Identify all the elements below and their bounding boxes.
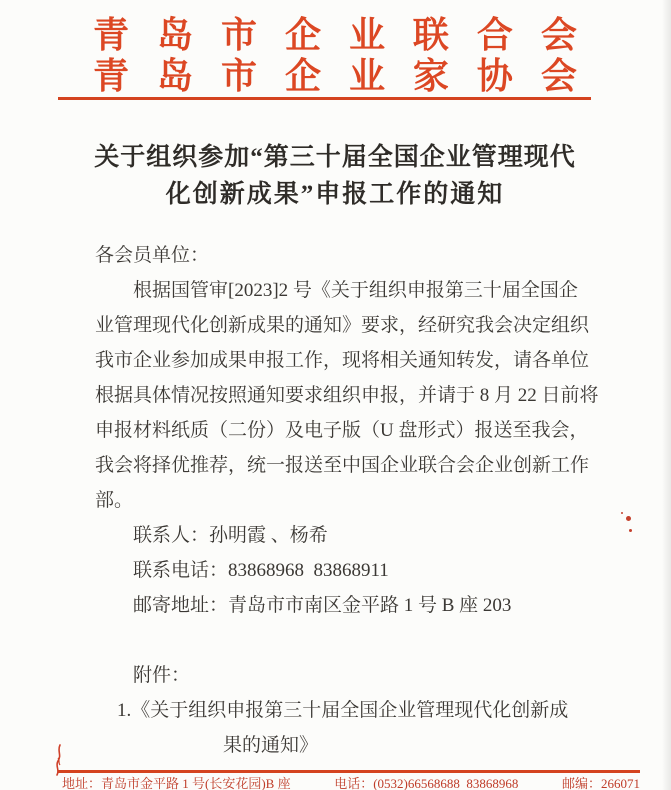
org-name-char: 协 [476, 56, 513, 96]
org-name-char: 青 [93, 56, 130, 96]
notice-body [95, 238, 599, 763]
paragraph-line: 根据国管审[2023]2 号《关于组织申报第三十届全国企 [133, 280, 578, 301]
paragraph-line: 我市企业参加成果申报工作，现将相关通知转发，请各单位 [95, 350, 590, 371]
org-name-char: 岛 [156, 56, 193, 96]
attachment-item-continuation: 果的通知》 [223, 735, 319, 756]
paragraph-line: 根据具体情况按照通知要求组织申报，并请于 8 月 22 日前将 [95, 385, 599, 406]
scan-edge-shadow [662, 0, 671, 790]
scan-speck [626, 516, 631, 521]
title-line-2: 化创新成果”申报工作的通知 [165, 181, 505, 208]
attachment-item-line: 1.《关于组织申报第三十届全国企业管理现代化创新成 [117, 700, 569, 721]
scan-speck [629, 529, 632, 532]
org-name-char: 家 [412, 56, 449, 96]
letterhead-rule [58, 97, 591, 100]
footer [62, 776, 640, 790]
attachments-label: 附件： [133, 665, 191, 686]
footer-phone: 电话：(0532)66568688 83868968 [334, 776, 519, 790]
contact-person-line: 联系人：孙明霞 、杨希 [133, 525, 328, 546]
org-name-line-2 [93, 53, 577, 94]
contact-phone-line: 联系电话：83868968 83868911 [133, 560, 389, 581]
org-name-char: 合 [476, 15, 513, 55]
org-name-char: 会 [540, 56, 577, 96]
notice-title [80, 139, 590, 213]
paragraph-line: 部。 [95, 490, 134, 511]
org-name-char: 企 [284, 56, 321, 96]
paragraph-line: 业管理现代化创新成果的通知》要求，经研究我会决定组织 [95, 315, 590, 336]
mailing-address-line: 邮寄地址：青岛市市南区金平路 1 号 B 座 203 [133, 595, 512, 616]
footer-postcode: 邮编：266071 [561, 776, 640, 790]
blank-line [95, 623, 577, 658]
salutation: 各会员单位： [95, 245, 210, 266]
org-name-char: 青 [93, 15, 130, 55]
footer-rule [58, 770, 640, 773]
org-name-char: 联 [412, 15, 449, 55]
pen-mark-artifact [52, 744, 66, 776]
footer-address: 地址：青岛市金平路 1 号(长安花园)B 座 [62, 776, 291, 790]
letterhead [93, 12, 577, 94]
org-name-line-1 [93, 12, 577, 53]
paragraph-line: 申报材料纸质（二份）及电子版（U 盘形式）报送至我会， [95, 420, 589, 441]
scan-speck [621, 512, 623, 514]
org-name-char: 业 [348, 15, 385, 55]
org-name-char: 市 [220, 56, 257, 96]
org-name-char: 岛 [156, 15, 193, 55]
org-name-char: 市 [220, 15, 257, 55]
org-name-char: 企 [284, 15, 321, 55]
org-name-char: 会 [540, 15, 577, 55]
org-name-char: 业 [348, 56, 385, 96]
paragraph-line: 我会将择优推荐，统一报送至中国企业联合会企业创新工作 [95, 455, 590, 476]
title-line-1: 关于组织参加“第三十届全国企业管理现代 [94, 144, 576, 171]
